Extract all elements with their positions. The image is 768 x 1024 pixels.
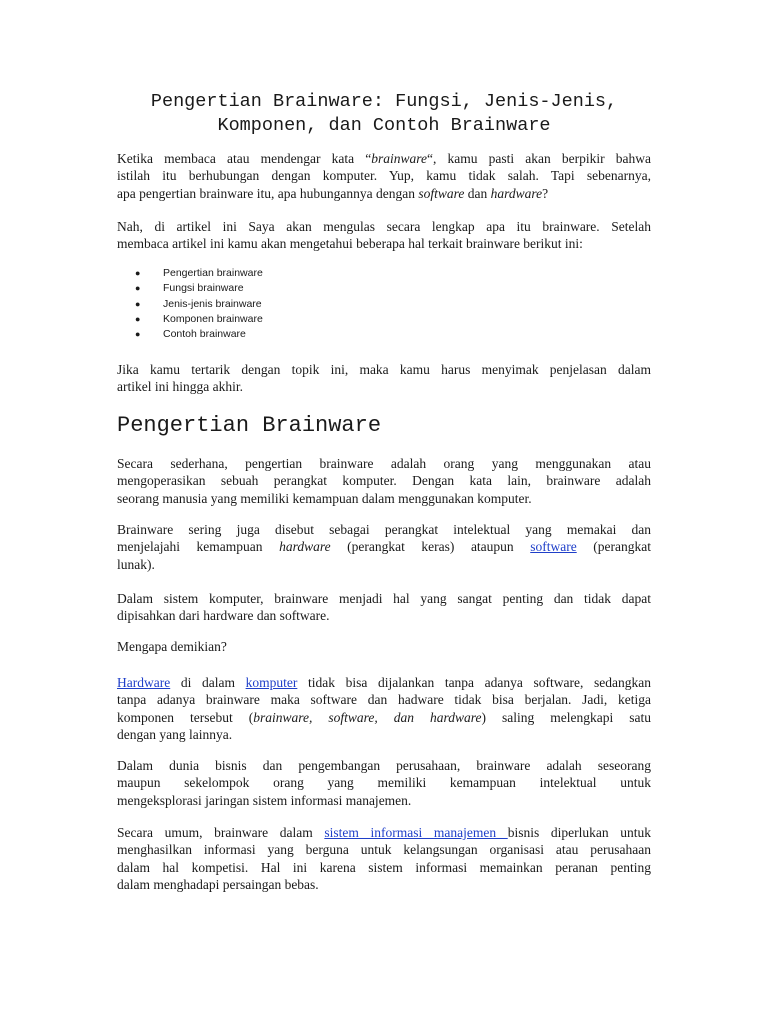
bullet-icon: ● <box>135 298 141 309</box>
intro-paragraph-3 <box>117 361 651 396</box>
text: (perangkat keras) ataupun <box>330 539 531 555</box>
text-line: istilah itu berhubungan dengan komputer. Yup, kamu tidak salah. Tapi sebenarnya, <box>117 168 651 184</box>
text-line: dipisahkan dari hardware dan software. <box>117 608 330 624</box>
sistem-informasi-manajemen-link[interactable]: sistem informasi manajemen <box>324 825 508 840</box>
section-paragraph-1 <box>117 455 651 507</box>
text: tidak bisa dijalankan tanpa adanya software, sedangkan <box>297 675 651 690</box>
text-line: mengeksplorasi jaringan sistem informasi manajemen. <box>117 792 412 808</box>
text-line: dalam hal kompetisi. Hal ini karena sistem informasi memainkan peranan penting <box>117 859 651 875</box>
text-line: Secara sederhana, pengertian brainware adalah orang yang menggunakan atau <box>117 456 651 471</box>
text-line: Dalam sistem komputer, brainware menjadi hal yang sangat penting dan tidak dapat <box>117 591 651 606</box>
bullet-icon: ● <box>135 329 141 340</box>
text: (perangkat <box>576 539 651 555</box>
section-paragraph-4: Mengapa demikian? <box>117 639 227 654</box>
text-line: seorang manusia yang memiliki kemampuan dalam menggunakan komputer. <box>117 490 532 506</box>
text-line: maupun sekelompok orang yang memiliki kemampuan intelektual untuk <box>117 775 651 791</box>
list-item-label: Pengertian brainware <box>163 267 263 279</box>
text-line: Brainware sering juga disebut sebagai perangkat intelektual yang memakai dan <box>117 522 651 537</box>
list-item <box>135 297 263 312</box>
list-item-label: Contoh brainware <box>163 328 246 341</box>
text: di dalam <box>170 675 246 690</box>
text: “, kamu pasti akan berpikir bahwa <box>427 151 651 166</box>
bullet-icon: ● <box>135 313 141 324</box>
text: apa pengertian brainware itu, apa hubungannya dengan <box>117 185 419 201</box>
bullet-icon: ● <box>135 268 141 278</box>
text-line: Jika kamu tertarik dengan topik ini, maka kamu harus menyimak penjelasan dalam <box>117 362 651 377</box>
title-line-1: Pengertian Brainware: Fungsi, Jenis-Jenis, <box>150 91 618 112</box>
komputer-link[interactable]: komputer <box>245 675 298 690</box>
text-line: membaca artikel ini kamu akan mengetahui beberapa hal terkait brainware berikut ini: <box>117 236 583 252</box>
text-line: dalam menghadapi persaingan bebas. <box>117 876 319 892</box>
text-line: dengan yang lainnya. <box>117 726 233 742</box>
text: menjelajahi kemampuan <box>117 539 280 555</box>
text: Secara umum, brainware dalam <box>117 825 325 840</box>
emphasis-hardware: hardware <box>279 539 331 555</box>
text: Ketika membaca atau mendengar kata “ <box>117 151 372 166</box>
text-line: tanpa adanya brainware maka software dan hadware tidak bisa berjalan. Jadi, ketiga <box>117 692 651 708</box>
section-paragraph-3 <box>117 590 651 625</box>
section-paragraph-6 <box>117 757 651 809</box>
text-line: mengoperasikan sebuah perangkat komputer. Dengan kata lain, brainware adalah <box>117 473 651 489</box>
text: bisnis diperlukan untuk <box>507 825 651 840</box>
list-item-label: Komponen brainware <box>163 312 263 325</box>
section-paragraph-2 <box>117 521 651 573</box>
text-line: artikel ini hingga akhir. <box>117 379 243 395</box>
text: komponen tersebut ( <box>117 709 254 725</box>
text: ? <box>542 185 549 201</box>
list-item-label: Jenis-jenis brainware <box>163 297 262 310</box>
title-line-2: Komponen, dan Contoh Brainware <box>217 115 551 136</box>
topic-list <box>135 266 263 342</box>
list-item <box>135 266 263 281</box>
emphasis-components: brainware, software, dan hardware <box>253 709 482 725</box>
software-link[interactable]: software <box>530 539 577 555</box>
section-paragraph-5 <box>117 674 651 743</box>
text: dan <box>464 185 491 201</box>
intro-paragraph-1 <box>117 150 651 202</box>
section-heading: Pengertian Brainware <box>117 413 382 438</box>
text-line: lunak). <box>117 556 155 572</box>
list-item <box>135 312 263 327</box>
text-line: Nah, di artikel ini Saya akan mengulas secara lengkap apa itu brainware. Setelah <box>117 219 651 234</box>
page-title <box>110 90 658 138</box>
emphasis-brainware: brainware <box>371 151 428 166</box>
text: ) saling melengkapi satu <box>481 709 651 725</box>
emphasis-hardware: hardware <box>490 185 543 201</box>
hardware-link[interactable]: Hardware <box>117 675 171 690</box>
list-item <box>135 327 263 342</box>
section-paragraph-7 <box>117 824 651 893</box>
bullet-icon: ● <box>135 283 141 294</box>
emphasis-software: software <box>418 185 465 201</box>
intro-paragraph-2 <box>117 218 651 253</box>
list-item-label: Fungsi brainware <box>163 282 244 295</box>
text-line: menghasilkan informasi yang berguna untuk kelangsungan organisasi atau perusahaan <box>117 842 651 858</box>
text-line: Dalam dunia bisnis dan pengembangan perusahaan, brainware adalah seseorang <box>117 758 651 773</box>
list-item <box>135 281 263 296</box>
